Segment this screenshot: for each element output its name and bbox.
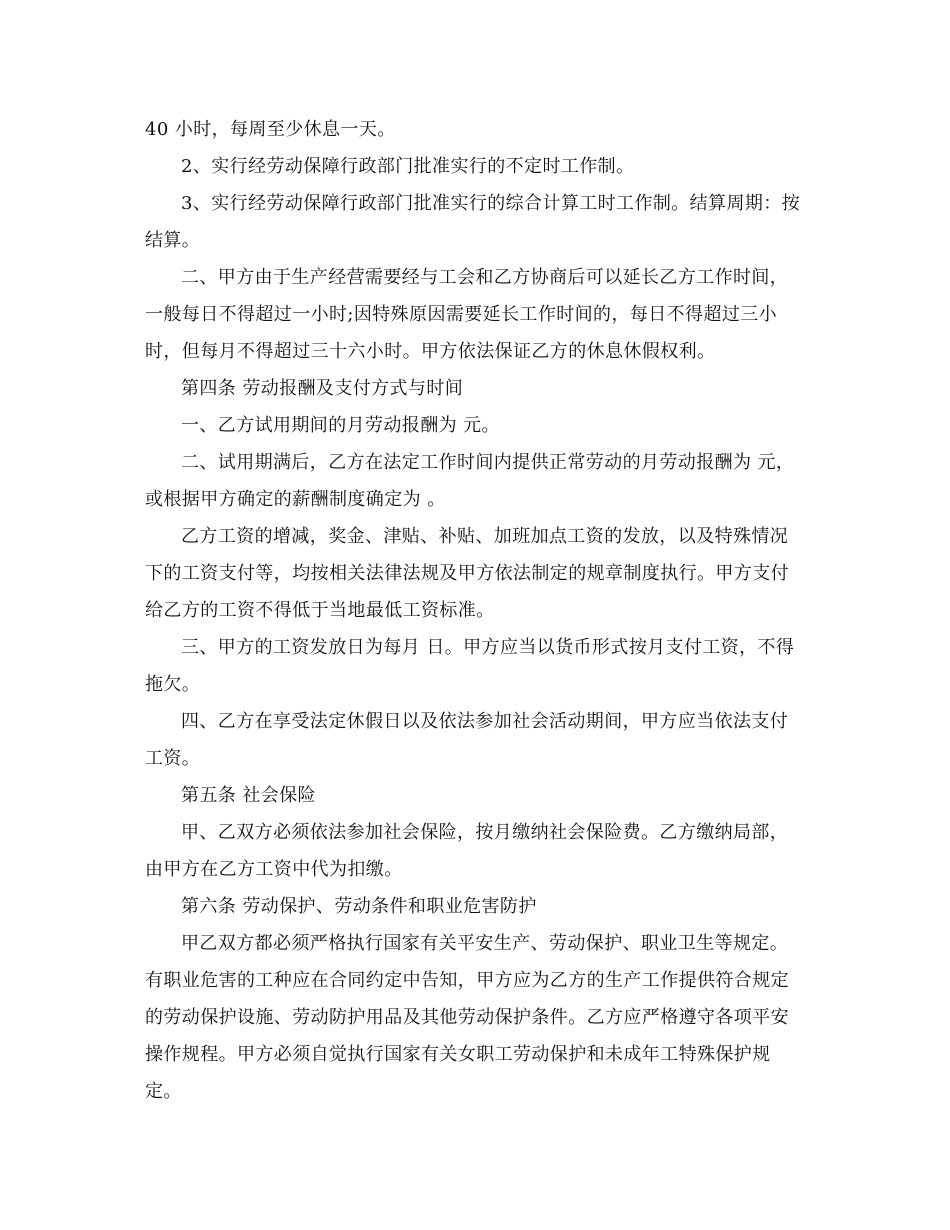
text-line: 有职业危害的工种应在合同约定中告知，甲方应为乙方的生产工作提供符合规定 (145, 970, 789, 991)
section-heading: 第六条 劳动保护、劳动条件和职业危害防护 (181, 896, 537, 917)
text-line: 甲、乙双方必须依法参加社会保险，按月缴纳社会保险费。乙方缴纳局部， (181, 822, 789, 843)
text-line: 一般每日不得超过一小时;因特殊原因需要延长工作时间的，每日不得超过三小 (145, 304, 778, 325)
text-line: 结算。 (145, 230, 201, 251)
text-line: 乙方工资的增减，奖金、津贴、补贴、加班加点工资的发放，以及特殊情况 (181, 526, 789, 547)
text-line: 一、乙方试用期间的月劳动报酬为 元。 (181, 415, 500, 436)
text-line: 由甲方在乙方工资中代为扣缴。 (145, 859, 403, 880)
text-line: 给乙方的工资不得低于当地最低工资标准。 (145, 600, 495, 621)
text-line: 工资。 (145, 748, 201, 769)
text-line: 40 小时，每周至少休息一天。 (145, 119, 396, 140)
text-line: 下的工资支付等，均按相关法律法规及甲方依法制定的规章制度执行。甲方支付 (145, 563, 789, 584)
section-heading: 第五条 社会保险 (181, 785, 316, 806)
text-line: 3、实行经劳动保障行政部门批准实行的综合计算工时工作制。结算周期：按 (181, 193, 801, 214)
text-line: 操作规程。甲方必须自觉执行国家有关女职工劳动保护和未成年工特殊保护规 (145, 1044, 771, 1065)
text-line: 拖欠。 (145, 674, 201, 695)
text-line: 时，但每月不得超过三十六小时。甲方依法保证乙方的休息休假权利。 (145, 341, 716, 362)
text-line: 甲乙双方都必须严格执行国家有关平安生产、劳动保护、职业卫生等规定。 (181, 933, 789, 954)
text-line: 2、实行经劳动保障行政部门批准实行的不定时工作制。 (181, 156, 635, 177)
text-line: 的劳动保护设施、劳动防护用品及其他劳动保护条件。乙方应严格遵守各项平安 (145, 1007, 789, 1028)
text-line: 二、试用期满后，乙方在法定工作时间内提供正常劳动的月劳动报酬为 元， (181, 452, 795, 473)
text-line: 三、甲方的工资发放日为每月 日。甲方应当以货币形式按月支付工资，不得 (181, 637, 795, 658)
text-line: 四、乙方在享受法定休假日以及依法参加社会活动期间，甲方应当依法支付 (181, 711, 789, 732)
text-line: 定。 (145, 1081, 182, 1102)
section-heading: 第四条 劳动报酬及支付方式与时间 (181, 378, 464, 399)
text-line: 二、甲方由于生产经营需要经与工会和乙方协商后可以延长乙方工作时间， (181, 267, 789, 288)
text-line: 或根据甲方确定的薪酬制度确定为 。 (145, 489, 446, 510)
